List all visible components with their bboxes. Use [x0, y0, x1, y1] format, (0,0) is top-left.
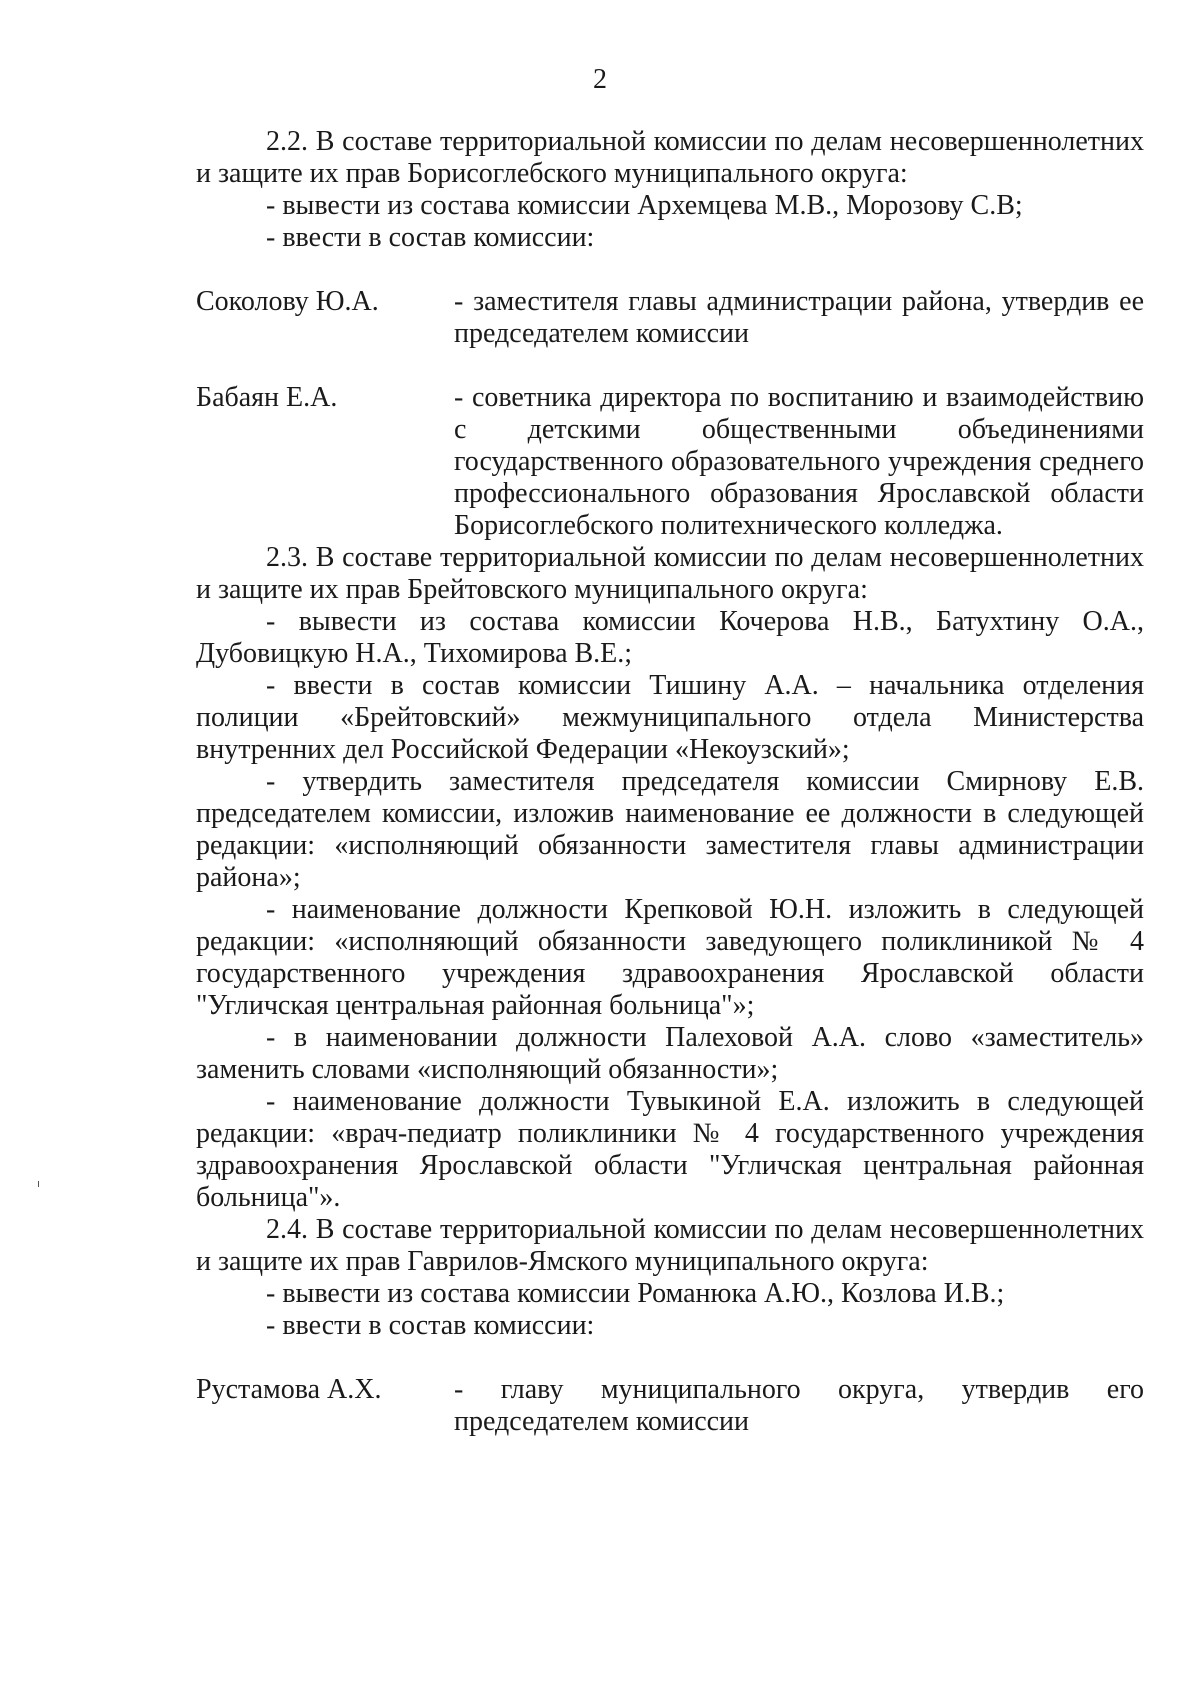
member-name: Рустамова А.Х. [196, 1374, 382, 1405]
section-2-3-heading: 2.3. В составе территориальной комиссии по делам несовершеннолетних и защите их прав Брейтовского муниципального округа: [196, 542, 1144, 605]
page-number: 2 [593, 64, 607, 95]
member-role: - заместителя главы администрации района, утвердив ее председателем комиссии [454, 286, 1144, 349]
section-2-3-item: - утвердить заместителя председателя комиссии Смирнову Е.В. председателем комиссии, изложив наименование ее должности в следующей редакции: «исполняющий обязанности заместителя главы администрации района»; [196, 766, 1144, 893]
section-2-3-item: - наименование должности Тувыкиной Е.А. изложить в следующей редакции: «врач-педиатр поликлиники № 4 государственного учреждения здравоохранения Ярославской области "Угличская центральная районная больница"». [196, 1086, 1144, 1213]
member-row [196, 1374, 1144, 1438]
section-2-3-item: - вывести из состава комиссии Кочерова Н.В., Батухтину О.А., Дубовицкую Н.А., Тихомирова В.Е.; [196, 606, 1144, 669]
member-row [196, 286, 1144, 350]
section-2-2-remove: - вывести из состава комиссии Архемцева М.В., Морозову С.В; [266, 190, 1023, 221]
member-row [196, 382, 1144, 542]
document-body [196, 126, 1144, 1438]
member-name: Бабаян Е.А. [196, 382, 338, 413]
member-role: - советника директора по воспитанию и взаимодействию с детскими общественными объединениями государственного образовательного учреждения среднего профессионального образования Ярославской области Борисоглебского политехнического колледжа. [454, 382, 1144, 541]
section-2-4-heading: 2.4. В составе территориальной комиссии по делам несовершеннолетних и защите их прав Гаврилов-Ямского муниципального округа: [196, 1214, 1144, 1277]
section-2-4-add: - ввести в состав комиссии: [266, 1310, 595, 1341]
scan-speck [38, 1181, 39, 1187]
section-2-2-add: - ввести в состав комиссии: [266, 222, 595, 253]
member-role: - главу муниципального округа, утвердив его председателем комиссии [454, 1374, 1144, 1437]
section-2-2-heading: 2.2. В составе территориальной комиссии по делам несовершеннолетних и защите их прав Борисоглебского муниципального округа: [196, 126, 1144, 189]
section-2-3-item: - наименование должности Крепковой Ю.Н. изложить в следующей редакции: «исполняющий обязанности заведующего поликлиникой № 4 государственного учреждения здравоохранения Ярославской области "Угличская центральная районная больница"»; [196, 894, 1144, 1021]
section-2-4-remove: - вывести из состава комиссии Романюка А.Ю., Козлова И.В.; [266, 1278, 1005, 1309]
section-2-3-item: - ввести в состав комиссии Тишину А.А. – начальника отделения полиции «Брейтовский» межмуниципального отдела Министерства внутренних дел Российской Федерации «Некоузский»; [196, 670, 1144, 765]
member-name: Соколову Ю.А. [196, 286, 379, 317]
section-2-3-item: - в наименовании должности Палеховой А.А. слово «заместитель» заменить словами «исполняющий обязанности»; [196, 1022, 1144, 1085]
